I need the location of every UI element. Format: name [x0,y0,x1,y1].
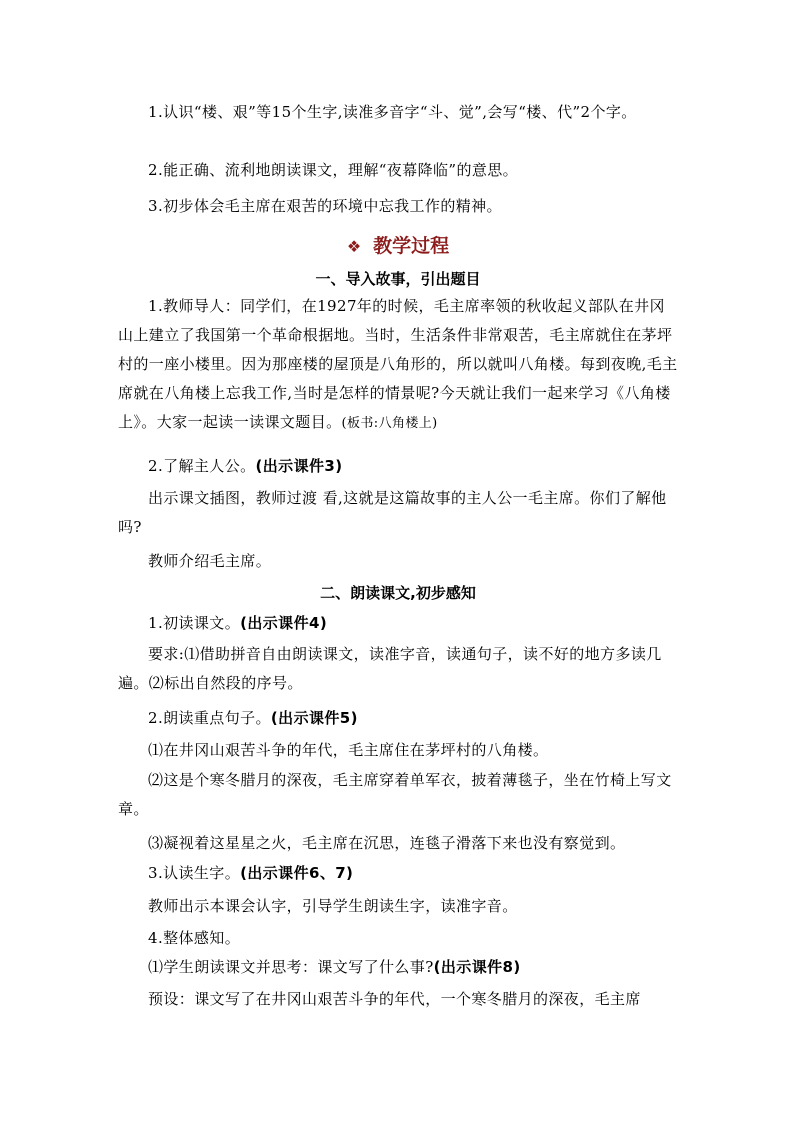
part2-item3-text: 3.认读生字。 [148,864,241,882]
part2-item2 [118,704,678,733]
objective-3: 3.初步体会毛主席在艰苦的环境中忘我工作的精神。 [148,197,502,215]
sentence-3: ⑶凝视着这星星之火，毛主席在沉思，连毯子滑落下来也没有察觉到。 [148,834,626,852]
section-title: 教学过程 [373,235,450,257]
part1-item2-text: 2.了解主人公。 [148,457,256,475]
part1-title: 一、导入故事，引出题目 [315,270,481,288]
part2-item1-text: 1.初读课文。 [148,614,241,632]
part2-item3-desc: 教师出示本课会认字，引导学生朗读生字，读准字音。 [148,897,518,915]
objective-1: 1.认识“楼、艰”等15个生字,读准多音字“斗、觉”,会写“楼、代”2个字。 [148,103,637,121]
part2-item2-note: (出示课件5) [270,709,358,727]
part1-intro-note: (板书:八角楼上) [341,416,438,431]
part2-title: 二、朗读课文,初步感知 [320,584,476,602]
part2-item3-note: (出示课件6、7) [240,864,354,882]
part2-item4: 4.整体感知。 [148,929,241,947]
part2-item4-preset: 预设：课文写了在井冈山艰苦斗争的年代，一个寒冬腊月的深夜，毛主席 [148,990,641,1008]
part1-item2-desc2: 教师介绍毛主席。 [148,552,272,570]
part2-item4-question [118,953,678,982]
sentence-2: ⑵这是个寒冬腊月的深夜，毛主席穿着单军衣，披着薄毯子，坐在竹椅上写文章。 [118,771,672,818]
diamond-bullet-icon: ❖ [346,237,362,256]
part2-item4-q-text: ⑴学生朗读课文并思考：课文写了什么事? [148,958,434,976]
section-heading [118,231,678,258]
sentence-1: ⑴在井冈山艰苦斗争的年代，毛主席住在茅坪村的八角楼。 [148,741,549,759]
objective-2: 2.能正确、流利地朗读课文，理解“夜幕降临”的意思。 [148,161,519,179]
part2-item1-req: 要求:⑴借助拼音自由朗读课文，读准字音，读通句子，读不好的地方多读几遍。⑵标出自然段的序号。 [118,645,662,692]
part2-item1-note: (出示课件4) [240,614,328,632]
part1-item2-desc: 出示课文插图，教师过渡 看,这就是这篇故事的主人公一毛主席。你们了解他吗? [118,489,667,536]
part2-item1 [118,609,678,638]
part1-intro-text: 1.教师导人：同学们，在1927年的时候，毛主席率领的秋收起义部队在井冈山上建立了我国第一个革命根据地。当时，生活条件非常艰苦，毛主席就住在茅坪村的一座小楼里。因为那座楼的屋顶是八角形的，所以就叫八角楼。每到夜晚,毛主席就在八角楼上忘我工作,当时是怎样的情景呢?今天就让我们一起来学习《八角楼上》。大家一起读一读课文题目。 [118,297,678,431]
part2-item3 [118,859,678,888]
part2-item4-note: (出示课件8) [433,958,521,976]
part1-item2 [118,452,678,481]
part2-item2-text: 2.朗读重点句子。 [148,709,271,727]
part1-intro [118,292,678,438]
part1-item2-note: (出示课件3) [255,457,343,475]
